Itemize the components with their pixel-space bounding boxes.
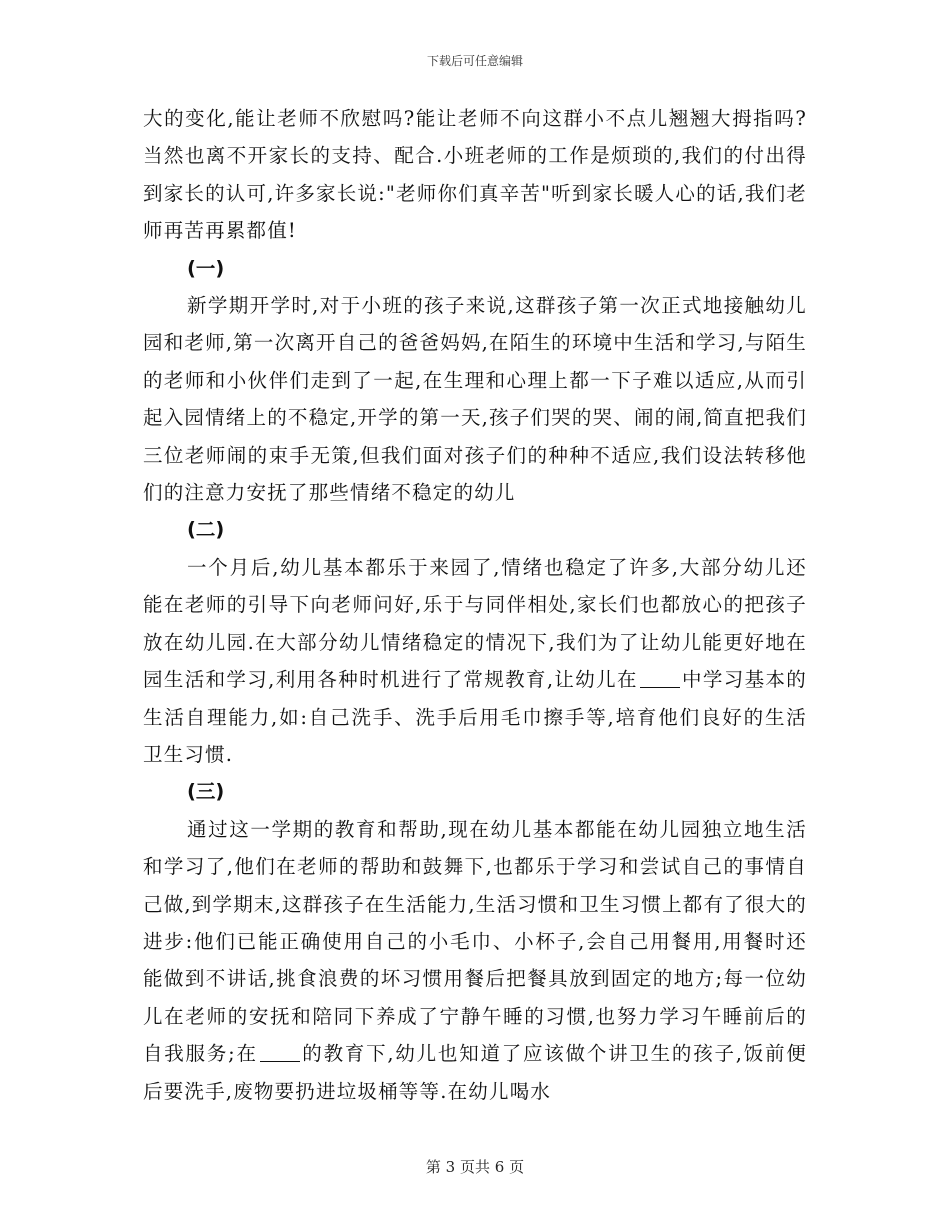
paragraph-section-2-part-2: 中学习基本的生活自理能力,如:自己洗手、洗手后用毛巾擦手等,培育他们良好的生活卫生习惯.: [143, 668, 807, 766]
paragraph-section-3-part-2: 的教育下,幼儿也知道了应该做个讲卫生的孩子,饭前便后要洗手,废物要扔进垃圾桶等等.在幼儿喝水: [143, 1042, 807, 1103]
section-heading-1: (一): [187, 256, 225, 280]
section-heading-2: (二): [187, 518, 225, 542]
paragraph-intro: 大的变化,能让老师不欣慰吗?能让老师不向这群小不点儿翘翘大拇指吗?当然也离不开家长的支持、配合.小班老师的工作是烦琐的,我们的付出得到家长的认可,许多家长说:"老师你们真辛苦"听到家长暖人心的话,我们老师再苦再累都值!: [143, 107, 807, 243]
fill-in-blank: [640, 668, 680, 689]
page-header: 下载后可任意编辑: [426, 54, 523, 68]
paragraph-section-3-part-1: 通过这一学期的教育和帮助,现在幼儿基本都能在幼儿园独立地生活和学习了,他们在老师的帮助和鼓舞下,也都乐于学习和尝试自己的事情自己做,到学期末,这群孩子在生活能力,生活习惯和卫生习惯上都有了很大的进步:他们已能正确使用自己的小毛巾、小杯子,会自己用餐用,用餐时还能做到不讲话,挑食浪费的坏习惯用餐后把餐具放到固定的地方;每一位幼儿在老师的安抚和陪同下养成了宁静午睡的习惯,也努力学习午睡前后的自我服务;在: [143, 817, 807, 1066]
paragraph-section-1: 新学期开学时,对于小班的孩子来说,这群孩子第一次正式地接触幼儿园和老师,第一次离开自己的爸爸妈妈,在陌生的环境中生活和学习,与陌生的老师和小伙伴们走到了一起,在生理和心理上都一下子难以适应,从而引起入园情绪上的不稳定,开学的第一天,孩子们哭的哭、闹的闹,简直把我们三位老师闹的束手无策,但我们面对孩子们的种种不适应,我们设法转移他们的注意力安抚了那些情绪不稳定的幼儿: [143, 294, 807, 505]
page-footer: 第 3 页共 6 页: [425, 1158, 525, 1176]
fill-in-blank: [260, 1042, 300, 1063]
document-body: [143, 100, 807, 1110]
paragraph-section-2-part-1: 一个月后,幼儿基本都乐于来园了,情绪也稳定了许多,大部分幼儿还能在老师的引导下向老师问好,乐于与同伴相处,家长们也都放心的把孩子放在幼儿园.在大部分幼儿情绪稳定的情况下,我们为了让幼儿能更好地在园生活和学习,利用各种时机进行了常规教育,让幼儿在: [143, 555, 807, 692]
paragraph-section-3: [143, 811, 807, 1110]
section-heading-3: (三): [187, 780, 225, 804]
paragraph-section-2: [143, 549, 807, 773]
